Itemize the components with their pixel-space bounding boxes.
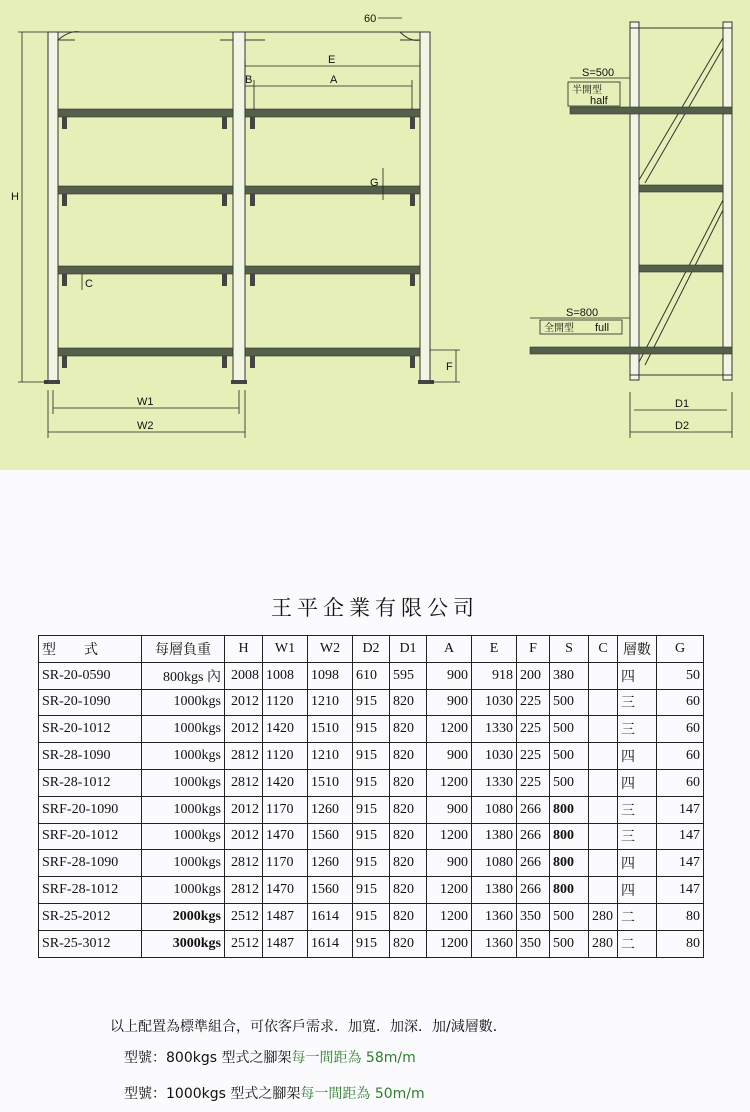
label-w1: W1 [137, 396, 154, 408]
cell-load: 1000kgs [142, 716, 225, 743]
cell-model: SR-28-1012 [39, 769, 142, 796]
label-d2: D2 [675, 420, 690, 432]
cell-s: 500 [550, 743, 589, 770]
cell-d2: 915 [353, 743, 390, 770]
col-header-d2: D2 [353, 636, 390, 663]
label-c: C [85, 278, 93, 290]
beam-r3 [245, 266, 420, 274]
upright-middle [233, 32, 245, 382]
label-a: A [330, 74, 338, 86]
foot-plate [231, 380, 247, 384]
note-1000kgs [124, 1083, 425, 1103]
cell-g: 60 [657, 743, 704, 770]
cell-model: SR-20-1090 [39, 689, 142, 716]
cell-d1: 820 [390, 716, 427, 743]
cell-tiers: 四 [618, 769, 657, 796]
cell-e: 918 [472, 662, 517, 689]
label-full-en: full [595, 322, 610, 334]
cell-tiers: 四 [618, 743, 657, 770]
cell-e: 1030 [472, 689, 517, 716]
cell-c [589, 769, 618, 796]
cell-s: 800 [550, 877, 589, 904]
cell-d1: 820 [390, 689, 427, 716]
cell-tiers: 三 [618, 716, 657, 743]
cell-g: 60 [657, 689, 704, 716]
cell-h: 2812 [225, 877, 263, 904]
beam-r2 [245, 186, 420, 194]
cell-d2: 915 [353, 850, 390, 877]
cell-e: 1380 [472, 877, 517, 904]
note-line3-black: 型號：1000kgs 型式之腳架 [124, 1086, 301, 1102]
cell-c [589, 823, 618, 850]
label-half-cn: 半開型 [572, 85, 602, 96]
label-f: F [446, 361, 453, 373]
cell-f: 266 [517, 796, 550, 823]
table-row [39, 769, 704, 796]
cell-model: SRF-28-1090 [39, 850, 142, 877]
col-header-load: 每層負重 [142, 636, 225, 663]
label-w2: W2 [137, 420, 154, 432]
table-row [39, 743, 704, 770]
cell-s: 800 [550, 796, 589, 823]
note-line2-green: 每一間距為 58m/m [291, 1050, 416, 1066]
cell-a: 1200 [427, 769, 472, 796]
cell-w2: 1560 [308, 823, 353, 850]
spec-table-body [39, 662, 704, 957]
cell-w1: 1487 [263, 903, 308, 930]
cell-c [589, 877, 618, 904]
cell-s: 800 [550, 850, 589, 877]
hook [410, 274, 415, 286]
cell-e: 1360 [472, 903, 517, 930]
beam-r4 [245, 348, 420, 356]
cell-model: SRF-20-1012 [39, 823, 142, 850]
cell-w2: 1098 [308, 662, 353, 689]
col-header-d1: D1 [390, 636, 427, 663]
upright-left [48, 32, 58, 382]
cell-w2: 1614 [308, 903, 353, 930]
table-row [39, 689, 704, 716]
cell-h: 2812 [225, 850, 263, 877]
table-row [39, 850, 704, 877]
cell-w1: 1170 [263, 796, 308, 823]
cell-model: SR-25-3012 [39, 930, 142, 957]
cell-c: 280 [589, 930, 618, 957]
label-s500: S=500 [582, 67, 615, 79]
cell-h: 2012 [225, 689, 263, 716]
cell-load: 1000kgs [142, 743, 225, 770]
cell-s: 500 [550, 716, 589, 743]
cell-d1: 820 [390, 877, 427, 904]
cell-d2: 915 [353, 930, 390, 957]
label-s800: S=800 [566, 307, 599, 319]
cell-g: 147 [657, 850, 704, 877]
cell-w1: 1170 [263, 850, 308, 877]
hook [222, 356, 227, 368]
cell-tiers: 三 [618, 823, 657, 850]
label-60: 60 [364, 13, 377, 25]
cell-c [589, 662, 618, 689]
side-shelf-2 [639, 185, 723, 192]
cell-w2: 1510 [308, 769, 353, 796]
table-row [39, 716, 704, 743]
cell-w2: 1560 [308, 877, 353, 904]
cell-tiers: 四 [618, 850, 657, 877]
label-full-cn: 全開型 [544, 323, 574, 334]
beam-l4 [58, 348, 233, 356]
cell-w1: 1487 [263, 930, 308, 957]
cell-h: 2008 [225, 662, 263, 689]
note-standard-config [110, 1016, 507, 1036]
cell-a: 1200 [427, 716, 472, 743]
beam-l2 [58, 186, 233, 194]
cell-d2: 915 [353, 796, 390, 823]
hook [222, 194, 227, 206]
col-header-a: A [427, 636, 472, 663]
cell-a: 1200 [427, 930, 472, 957]
cell-s: 500 [550, 689, 589, 716]
hook [410, 356, 415, 368]
cell-a: 1200 [427, 903, 472, 930]
cell-d1: 820 [390, 796, 427, 823]
cell-s: 800 [550, 823, 589, 850]
cell-tiers: 四 [618, 877, 657, 904]
hook [222, 117, 227, 129]
cell-f: 225 [517, 769, 550, 796]
label-b: B [245, 74, 253, 86]
cell-c [589, 850, 618, 877]
note-800kgs [124, 1047, 416, 1067]
cell-s: 500 [550, 903, 589, 930]
cell-d2: 610 [353, 662, 390, 689]
cell-d1: 595 [390, 662, 427, 689]
side-shelf-3 [639, 265, 723, 272]
col-header-h: H [225, 636, 263, 663]
cell-f: 350 [517, 930, 550, 957]
cell-load: 2000kgs [142, 903, 225, 930]
label-e: E [328, 54, 336, 66]
cell-w1: 1008 [263, 662, 308, 689]
col-header-w2: W2 [308, 636, 353, 663]
cell-d1: 820 [390, 769, 427, 796]
hook [62, 274, 67, 286]
cell-f: 350 [517, 903, 550, 930]
cell-g: 50 [657, 662, 704, 689]
col-header-tiers: 層數 [618, 636, 657, 663]
cell-load: 3000kgs [142, 930, 225, 957]
cell-g: 147 [657, 796, 704, 823]
label-h: H [11, 191, 19, 203]
cell-model: SRF-20-1090 [39, 796, 142, 823]
cell-f: 225 [517, 716, 550, 743]
cell-a: 900 [427, 662, 472, 689]
cell-g: 147 [657, 877, 704, 904]
cell-f: 200 [517, 662, 550, 689]
table-row [39, 823, 704, 850]
hook [62, 117, 67, 129]
side-shelf-half [570, 107, 732, 114]
label-g: G [370, 177, 379, 189]
hook [250, 274, 255, 286]
cell-e: 1330 [472, 716, 517, 743]
rack-technical-drawing [0, 0, 750, 470]
cell-g: 147 [657, 823, 704, 850]
label-d1: D1 [675, 398, 690, 410]
cell-d2: 915 [353, 903, 390, 930]
top-frame-left [48, 32, 240, 40]
cell-d1: 820 [390, 850, 427, 877]
col-header-s: S [550, 636, 589, 663]
table-row [39, 877, 704, 904]
spec-table [38, 635, 704, 958]
col-header-w1: W1 [263, 636, 308, 663]
col-header-g: G [657, 636, 704, 663]
header-row [39, 636, 704, 663]
cell-w1: 1470 [263, 823, 308, 850]
cell-d2: 915 [353, 769, 390, 796]
cell-h: 2812 [225, 769, 263, 796]
cell-d1: 820 [390, 930, 427, 957]
label-half-en: half [590, 95, 608, 107]
cell-a: 1200 [427, 877, 472, 904]
cell-e: 1360 [472, 930, 517, 957]
beam-r1 [245, 109, 420, 117]
hook [250, 117, 255, 129]
cell-c [589, 689, 618, 716]
cell-c [589, 716, 618, 743]
cell-w2: 1614 [308, 930, 353, 957]
cell-tiers: 三 [618, 689, 657, 716]
cell-model: SR-20-1012 [39, 716, 142, 743]
cell-w2: 1210 [308, 689, 353, 716]
table-row [39, 903, 704, 930]
cell-w2: 1260 [308, 796, 353, 823]
hook [410, 117, 415, 129]
cell-c [589, 743, 618, 770]
rack-drawing-svg [0, 0, 750, 470]
cell-e: 1380 [472, 823, 517, 850]
cell-load: 1000kgs [142, 850, 225, 877]
hook [250, 356, 255, 368]
cell-model: SR-20-0590 [39, 662, 142, 689]
cell-e: 1330 [472, 769, 517, 796]
cell-tiers: 四 [618, 662, 657, 689]
cell-h: 2812 [225, 743, 263, 770]
cell-model: SRF-28-1012 [39, 877, 142, 904]
cell-w1: 1470 [263, 877, 308, 904]
cell-load: 1000kgs [142, 823, 225, 850]
cell-w2: 1210 [308, 743, 353, 770]
cell-a: 900 [427, 850, 472, 877]
cell-f: 225 [517, 743, 550, 770]
cell-c [589, 796, 618, 823]
cell-load: 1000kgs [142, 877, 225, 904]
cell-h: 2012 [225, 796, 263, 823]
cell-a: 1200 [427, 823, 472, 850]
cell-f: 266 [517, 877, 550, 904]
cell-e: 1030 [472, 743, 517, 770]
cell-w1: 1120 [263, 743, 308, 770]
hook [250, 194, 255, 206]
cell-g: 60 [657, 716, 704, 743]
cell-d2: 915 [353, 823, 390, 850]
cell-load: 1000kgs [142, 769, 225, 796]
cell-s: 500 [550, 930, 589, 957]
upright-right [420, 32, 430, 382]
cell-e: 1080 [472, 796, 517, 823]
cell-a: 900 [427, 796, 472, 823]
cell-h: 2012 [225, 716, 263, 743]
side-brace-lower [639, 200, 723, 365]
note-line3-green: 每一間距為 50m/m [300, 1086, 425, 1102]
cell-a: 900 [427, 743, 472, 770]
hook [222, 274, 227, 286]
cell-f: 266 [517, 823, 550, 850]
side-shelf-full [530, 347, 732, 354]
cell-g: 60 [657, 769, 704, 796]
cell-s: 380 [550, 662, 589, 689]
col-header-c: C [589, 636, 618, 663]
cell-g: 80 [657, 903, 704, 930]
cell-f: 225 [517, 689, 550, 716]
note-line1: 以上配置為標準組合，可依客戶需求．加寬．加深．加/減層數． [110, 1019, 507, 1035]
cell-d2: 915 [353, 689, 390, 716]
cell-f: 266 [517, 850, 550, 877]
cell-w1: 1120 [263, 689, 308, 716]
cell-d1: 820 [390, 823, 427, 850]
cell-tiers: 三 [618, 796, 657, 823]
cell-load: 800kgs 內 [142, 662, 225, 689]
hook [62, 356, 67, 368]
table-row [39, 796, 704, 823]
beam-l1 [58, 109, 233, 117]
cell-w2: 1260 [308, 850, 353, 877]
top-frame-right [240, 32, 430, 40]
side-upright-back [723, 22, 732, 380]
cell-tiers: 二 [618, 903, 657, 930]
col-header-model: 型 式 [39, 636, 142, 663]
cell-h: 2012 [225, 823, 263, 850]
cell-g: 80 [657, 930, 704, 957]
cell-w1: 1420 [263, 769, 308, 796]
cell-d2: 915 [353, 716, 390, 743]
cell-e: 1080 [472, 850, 517, 877]
table-row [39, 930, 704, 957]
note-line2-black: 型號：800kgs 型式之腳架 [124, 1050, 292, 1066]
side-upright-front [630, 22, 639, 380]
cell-load: 1000kgs [142, 689, 225, 716]
hook [62, 194, 67, 206]
hook [410, 194, 415, 206]
cell-d1: 820 [390, 743, 427, 770]
cell-d1: 820 [390, 903, 427, 930]
cell-model: SR-25-2012 [39, 903, 142, 930]
cell-w1: 1420 [263, 716, 308, 743]
cell-load: 1000kgs [142, 796, 225, 823]
cell-s: 500 [550, 769, 589, 796]
col-header-e: E [472, 636, 517, 663]
cell-h: 2512 [225, 930, 263, 957]
cell-tiers: 二 [618, 930, 657, 957]
cell-model: SR-28-1090 [39, 743, 142, 770]
cell-h: 2512 [225, 903, 263, 930]
beam-l3 [58, 266, 233, 274]
col-header-f: F [517, 636, 550, 663]
cell-d2: 915 [353, 877, 390, 904]
company-title: 王平企業有限公司 [271, 596, 479, 620]
table-row [39, 662, 704, 689]
cell-w2: 1510 [308, 716, 353, 743]
cell-c: 280 [589, 903, 618, 930]
cell-a: 900 [427, 689, 472, 716]
